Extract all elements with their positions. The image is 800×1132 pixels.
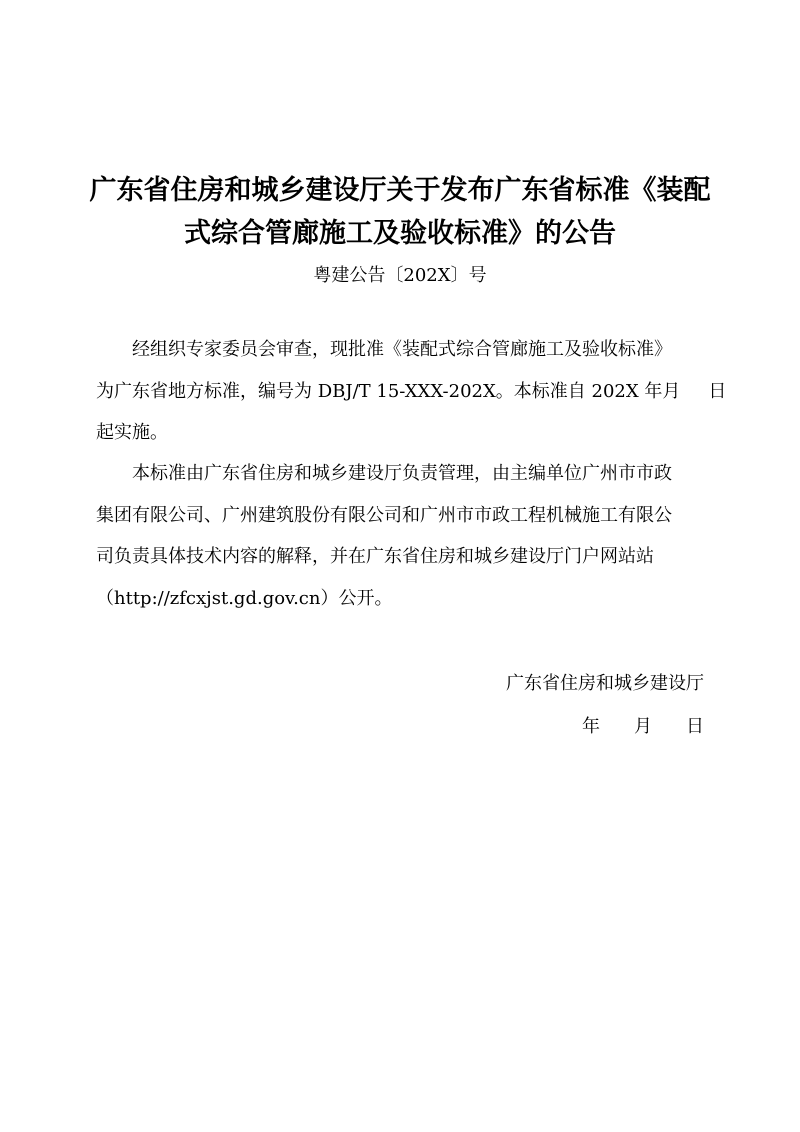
paragraph-1-line-3: 起实施。 xyxy=(96,422,168,443)
paragraph-2-line-1: 本标准由广东省住房和城乡建设厅负责管理，由主编单位广州市市政 xyxy=(132,463,672,484)
paragraph-2-line-3: 司负责具体技术内容的解释，并在广东省住房和城乡建设厅门户网站站 xyxy=(96,546,654,567)
paragraph-1-line-1: 经组织专家委员会审查，现批准《装配式综合管廊施工及验收标准》 xyxy=(132,339,672,360)
paragraph-2 xyxy=(96,453,708,619)
paragraph-1-day-label: 日 xyxy=(708,380,727,402)
date-day-label: 日 xyxy=(686,716,704,737)
paragraph-1-date-placeholder xyxy=(662,371,726,413)
paragraph-1 xyxy=(96,329,727,454)
title-line-1: 广东省住房和城乡建设厅关于发布广东省标准《装配 xyxy=(89,175,711,206)
date-month-label: 月 xyxy=(634,716,652,737)
paragraph-1-month-label: 月 xyxy=(662,380,681,402)
paragraph-2-line-2: 集团有限公司、广州建筑股份有限公司和广州市市政工程机械施工有限公 xyxy=(96,504,672,526)
paragraph-1-line-2-text: 为广东省地方标准，编号为 DBJ/T 15-XXX-202X。本标准自 202X 年 xyxy=(96,380,663,402)
date-year-label: 年 xyxy=(582,716,600,737)
document-number: 粤建公告〔202X〕号 xyxy=(313,265,487,286)
paragraph-2-line-4: （http://zfcxjst.gd.gov.cn）公开。 xyxy=(96,587,393,609)
paragraph-1-line-2 xyxy=(96,371,727,413)
issuer-signature: 广东省住房和城乡建设厅 xyxy=(506,673,704,694)
title-line-2: 式综合管廊施工及验收标准》的公告 xyxy=(184,218,616,249)
issue-date xyxy=(582,713,704,741)
